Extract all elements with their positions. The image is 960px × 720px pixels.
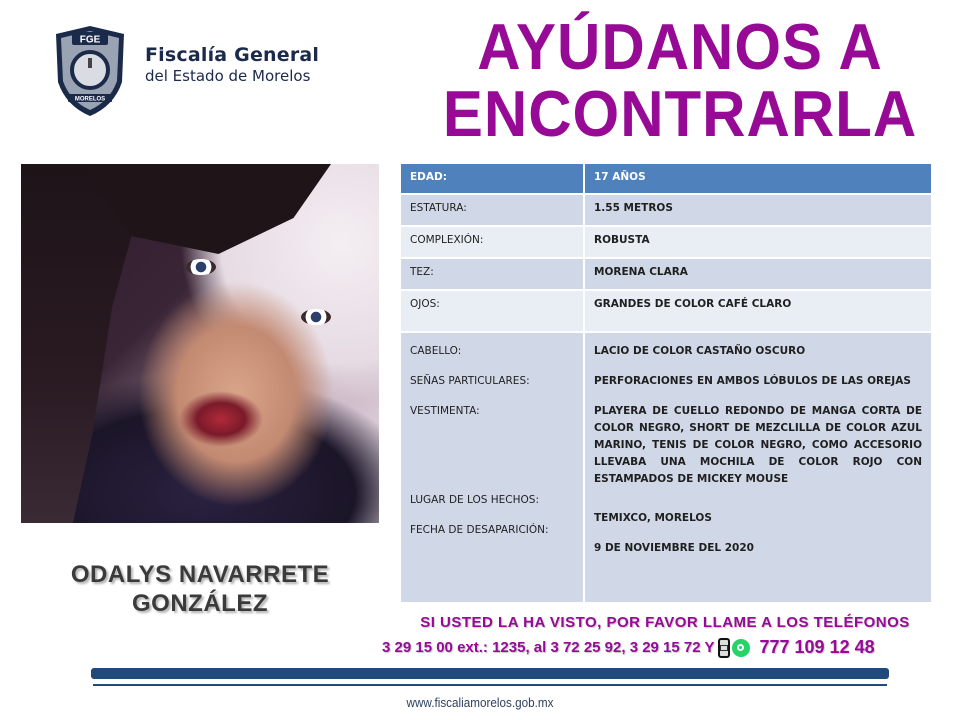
footer-bar bbox=[91, 668, 889, 679]
field-value: ROBUSTA bbox=[584, 226, 932, 258]
name-line2: GONZÁLEZ bbox=[132, 590, 268, 617]
svg-text:MORELOS: MORELOS bbox=[74, 96, 106, 103]
field-value: 17 AÑOS bbox=[584, 164, 932, 194]
details-table bbox=[401, 164, 933, 604]
field-labels-block bbox=[401, 332, 584, 603]
field-value: 9 DE NOVIEMBRE DEL 2020 bbox=[594, 542, 754, 554]
table-row bbox=[401, 290, 932, 332]
field-value: 1.55 METROS bbox=[584, 194, 932, 226]
fge-logo-badge-icon bbox=[54, 24, 126, 118]
org-name-line1: Fiscalía General bbox=[145, 44, 320, 66]
landline-numbers: 3 29 15 00 ext.: 1235, al 3 72 25 92, 3 29 15 72 Y bbox=[382, 639, 715, 656]
photo-eye-right bbox=[301, 309, 331, 325]
field-value: PERFORACIONES EN AMBOS LÓBULOS DE LAS OREJAS bbox=[594, 375, 911, 387]
missing-person-name bbox=[40, 560, 360, 618]
field-label: TEZ: bbox=[401, 258, 584, 290]
field-label: LUGAR DE LOS HECHOS: bbox=[410, 494, 539, 506]
field-label: OJOS: bbox=[401, 290, 584, 332]
whatsapp-icon bbox=[732, 639, 750, 657]
field-label: COMPLEXIÓN: bbox=[401, 226, 584, 258]
field-label: EDAD: bbox=[401, 164, 584, 194]
headline bbox=[440, 10, 920, 151]
table-row bbox=[401, 332, 932, 603]
organization-name bbox=[145, 44, 319, 86]
table-row bbox=[401, 226, 932, 258]
field-label: CABELLO: bbox=[410, 345, 462, 357]
mobile-number: 777 109 12 48 bbox=[759, 637, 875, 657]
field-value: PLAYERA DE CUELLO REDONDO DE MANGA CORTA DE COLOR NEGRO, SHORT DE MEZCLILLA DE COLOR AZUL MARINO, TENIS DE COLOR NEGRO, COMO ACCESORIO LLEVABA UNA MOCHILA DE COLOR ROJO CON ESTAMPADOS DE MICKEY MOUSE bbox=[594, 405, 922, 485]
field-value: LACIO DE COLOR CASTAÑO OSCURO bbox=[594, 345, 806, 357]
mobile-phone-icon bbox=[718, 638, 730, 658]
field-label: FECHA DE DESAPARICIÓN: bbox=[410, 524, 549, 536]
field-label: VESTIMENTA: bbox=[410, 405, 480, 417]
contact-instruction: SI USTED LA HA VISTO, POR FAVOR LLAME A LOS TELÉFONOS bbox=[420, 614, 910, 631]
field-label: SEÑAS PARTICULARES: bbox=[410, 375, 530, 387]
headline-line1: AYÚDANOS A bbox=[477, 10, 883, 84]
org-name-line2: del Estado de Morelos bbox=[145, 67, 311, 85]
missing-person-photo bbox=[21, 164, 379, 523]
field-values-block bbox=[584, 332, 932, 603]
field-label: ESTATURA: bbox=[401, 194, 584, 226]
table-row bbox=[401, 258, 932, 290]
headline-line2: ENCONTRARLA bbox=[442, 77, 918, 151]
table-row bbox=[401, 164, 932, 194]
photo-eye-left bbox=[186, 259, 216, 275]
contact-phones bbox=[382, 637, 875, 658]
field-value: GRANDES DE COLOR CAFÉ CLARO bbox=[584, 290, 932, 332]
name-line1: ODALYS NAVARRETE bbox=[70, 561, 330, 588]
logo-badge-text: FGE bbox=[79, 34, 101, 46]
table-row bbox=[401, 194, 932, 226]
field-value: MORENA CLARA bbox=[584, 258, 932, 290]
footer-divider bbox=[93, 684, 887, 686]
field-value: TEMIXCO, MORELOS bbox=[594, 512, 712, 524]
website-link[interactable]: www.fiscaliamorelos.gob.mx bbox=[406, 695, 554, 710]
